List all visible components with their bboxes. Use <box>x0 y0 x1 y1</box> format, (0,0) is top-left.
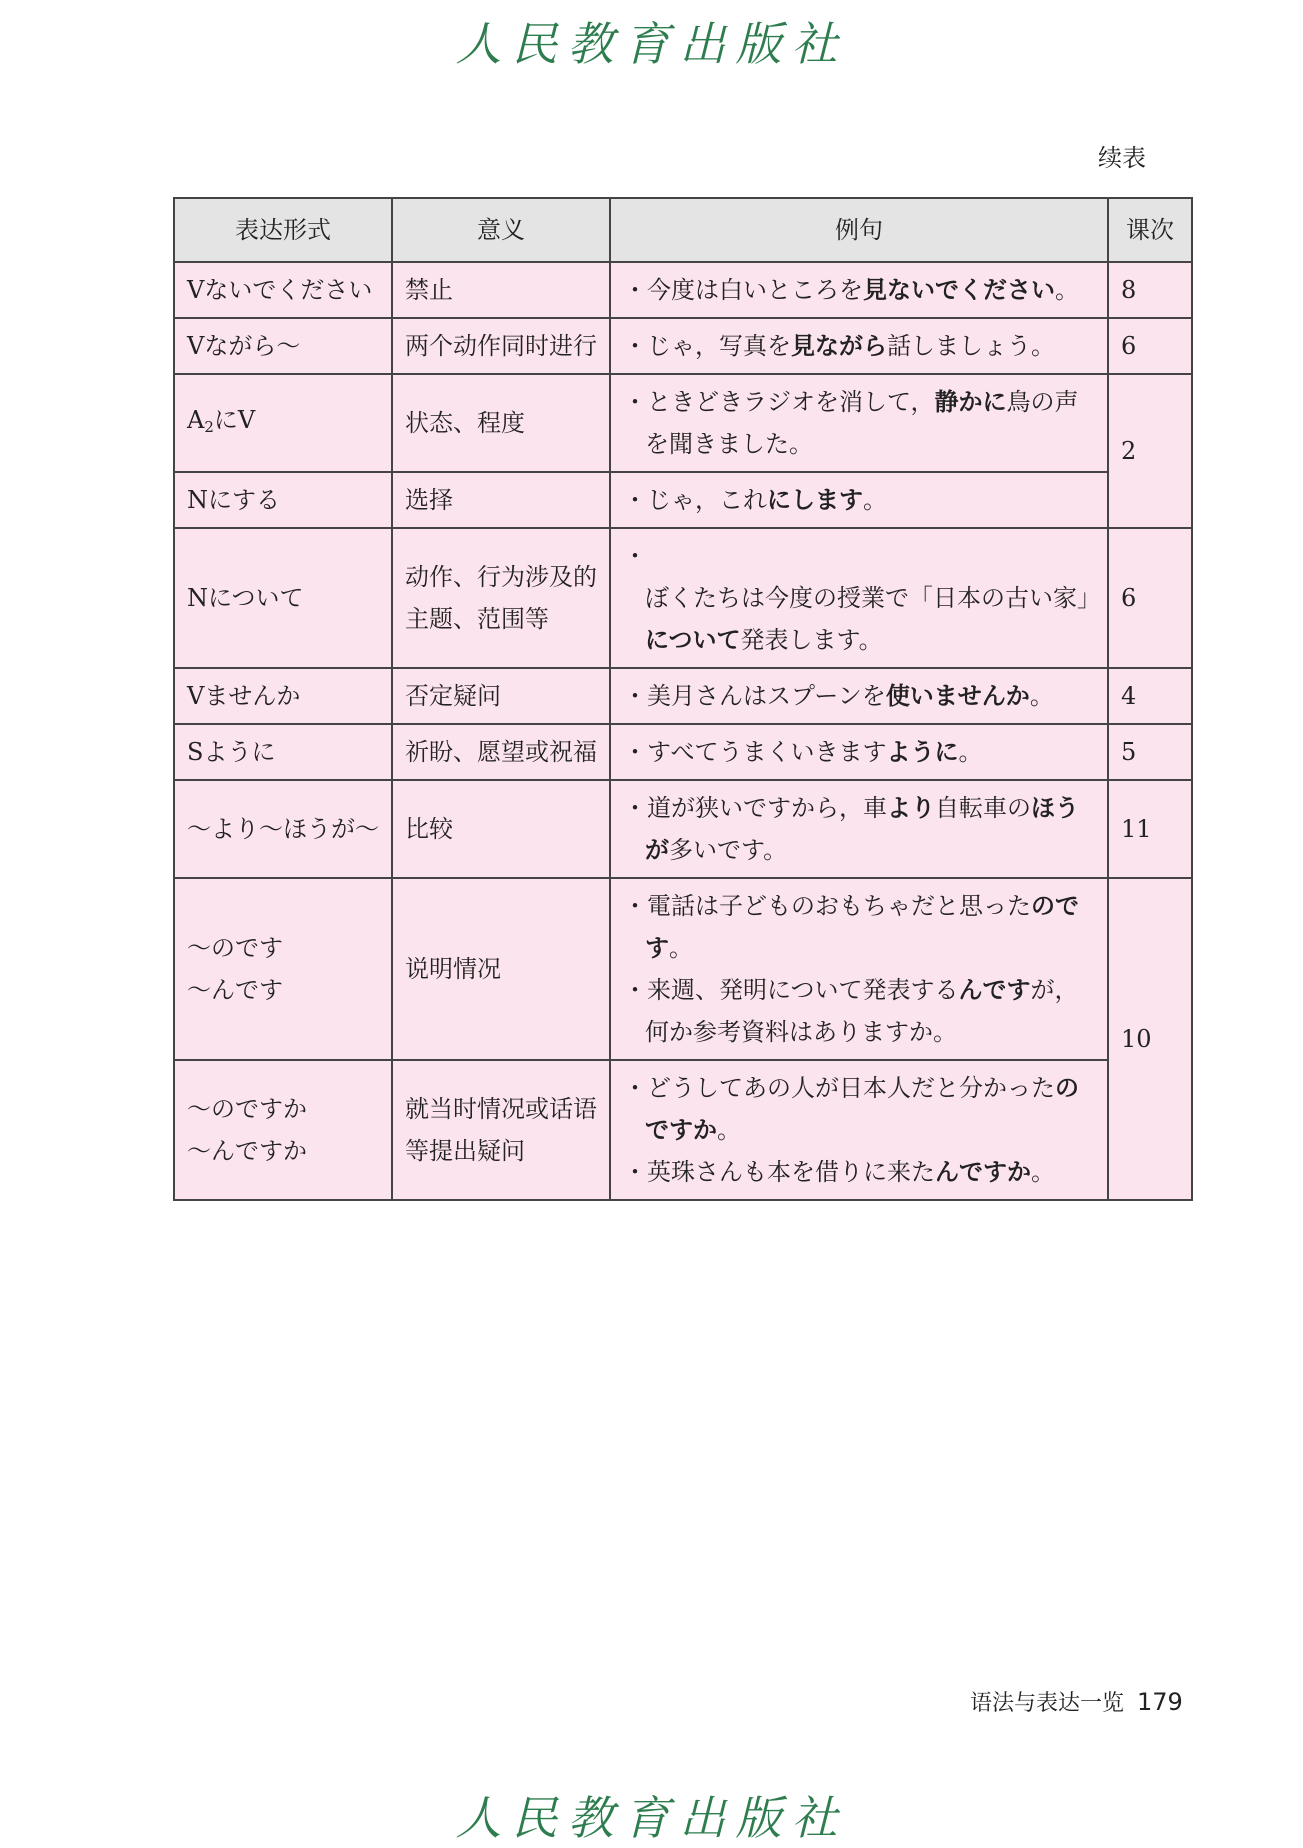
example-cell <box>610 472 1108 528</box>
example-sentence: ・今度は白いところを見ないでください。 <box>623 276 1079 304</box>
table-row <box>174 472 1192 528</box>
meaning-cell: 就当时情况或话语等提出疑问 <box>392 1060 610 1200</box>
lesson-cell: 2 <box>1108 374 1192 528</box>
meaning-cell: 说明情况 <box>392 878 610 1060</box>
form-cell: Vないでください <box>174 262 392 318</box>
example-cell <box>610 1060 1108 1200</box>
example-sentence: ・美月さんはスプーンを使いませんか。 <box>623 682 1054 710</box>
example-sentence: ・ときどきラジオを消して，静かに鳥の声を聞きました。 <box>623 388 1079 458</box>
lesson-cell: 6 <box>1108 528 1192 668</box>
meaning-cell: 禁止 <box>392 262 610 318</box>
example-cell <box>610 878 1108 1060</box>
lesson-cell: 4 <box>1108 668 1192 724</box>
meaning-cell: 状态、程度 <box>392 374 610 472</box>
form-cell: ～より～ほうが～ <box>174 780 392 878</box>
meaning-cell: 选择 <box>392 472 610 528</box>
page-number: 179 <box>1137 1688 1183 1716</box>
form-cell: Sように <box>174 724 392 780</box>
lesson-cell: 5 <box>1108 724 1192 780</box>
example-cell <box>610 262 1108 318</box>
example-sentence: ・道が狭いですから，車より自転車のほうが多いです。 <box>623 794 1079 864</box>
page-footer <box>970 1686 1183 1717</box>
lesson-cell: 10 <box>1108 878 1192 1200</box>
meaning-cell: 否定疑问 <box>392 668 610 724</box>
table-row <box>174 528 1192 668</box>
form-cell: ～のです ～んです <box>174 878 392 1060</box>
meaning-cell: 两个动作同时进行 <box>392 318 610 374</box>
table-row <box>174 878 1192 1060</box>
meaning-cell: 动作、行为涉及的主题、范围等 <box>392 528 610 668</box>
header-lesson: 课次 <box>1108 198 1192 262</box>
lesson-cell: 8 <box>1108 262 1192 318</box>
example-sentence: ・英珠さんも本を借りに来たんですか。 <box>623 1158 1055 1186</box>
meaning-cell: 祈盼、愿望或祝福 <box>392 724 610 780</box>
example-cell <box>610 724 1108 780</box>
example-sentence: ・どうしてあの人が日本人だと分かったのですか。 <box>623 1074 1079 1144</box>
header-row <box>174 198 1192 262</box>
meaning-cell: 比较 <box>392 780 610 878</box>
lesson-cell: 6 <box>1108 318 1192 374</box>
table-row <box>174 374 1192 472</box>
table-row <box>174 318 1192 374</box>
example-cell <box>610 668 1108 724</box>
form-cell: Nについて <box>174 528 392 668</box>
example-sentence: ・じゃ，これにします。 <box>623 486 887 514</box>
table-row <box>174 1060 1192 1200</box>
table-row <box>174 780 1192 878</box>
form-cell: Vませんか <box>174 668 392 724</box>
header-meaning: 意义 <box>392 198 610 262</box>
example-cell <box>610 528 1108 668</box>
form-cell: Nにする <box>174 472 392 528</box>
form-cell: ～のですか ～んですか <box>174 1060 392 1200</box>
publisher-logo-bottom: 人民教育出版社 <box>455 1791 848 1845</box>
table-row <box>174 724 1192 780</box>
table-row <box>174 262 1192 318</box>
example-sentence: ・すべてうまくいきますように。 <box>623 738 983 766</box>
example-cell <box>610 374 1108 472</box>
table-row <box>174 668 1192 724</box>
form-cell: Vながら～ <box>174 318 392 374</box>
lesson-cell: 11 <box>1108 780 1192 878</box>
example-sentence: ・来週、発明について発表するんですが，何か参考資料はありますか。 <box>623 976 1079 1046</box>
form-cell: $A_2$にV <box>174 374 392 472</box>
example-cell <box>610 318 1108 374</box>
example-sentence: ・電話は子どものおもちゃだと思ったのです。 <box>623 892 1079 962</box>
continued-table-label: 续表 <box>1098 144 1146 172</box>
publisher-logo-top: 人民教育出版社 <box>455 17 848 71</box>
header-example: 例句 <box>610 198 1108 262</box>
section-title: 语法与表达一览 <box>970 1691 1125 1716</box>
example-cell <box>610 780 1108 878</box>
grammar-table <box>173 197 1193 1201</box>
header-form: 表达形式 <box>174 198 392 262</box>
example-sentence: ・じゃ，写真を見ながら話しましょう。 <box>623 332 1055 360</box>
example-sentence: ・ぼくたちは今度の授業で「日本の古い家」について発表します。 <box>623 542 1101 654</box>
